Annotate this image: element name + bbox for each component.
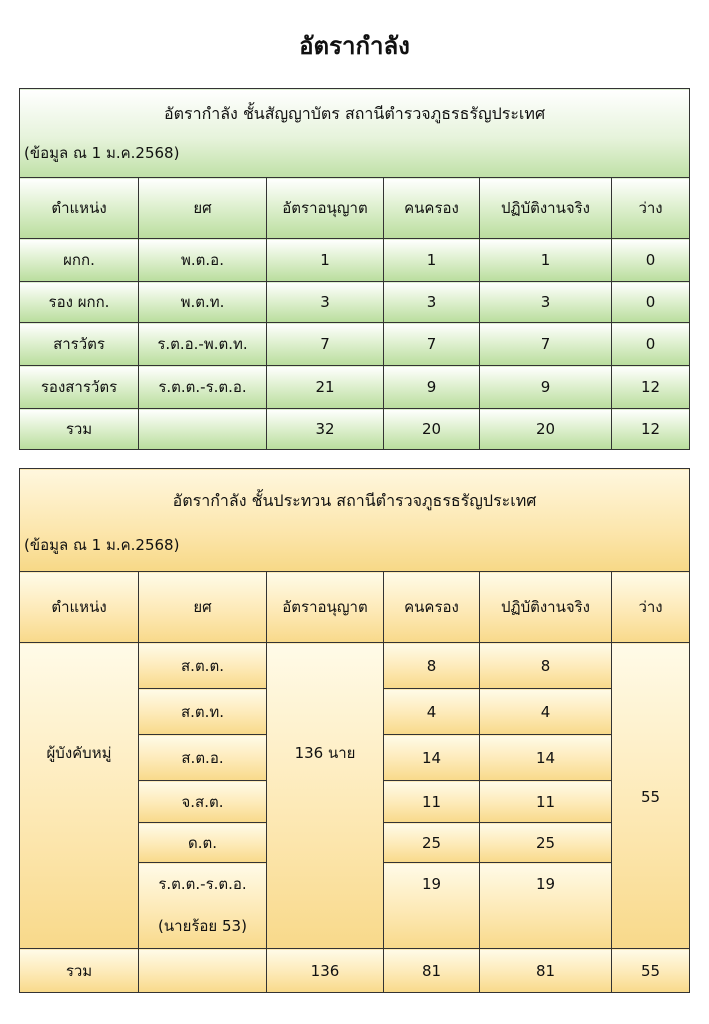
table1-cell: สารวัตร	[20, 323, 139, 366]
table2-held-cell: 14	[384, 735, 480, 781]
table1-cell: 3	[267, 282, 384, 323]
table2-header-rank: ยศ	[139, 572, 267, 643]
table1-title-cell	[20, 89, 690, 178]
table1-cell: 7	[384, 323, 480, 366]
table1-header-held: คนครอง	[384, 178, 480, 239]
table2-rank-cell: ส.ต.ต.	[139, 643, 267, 689]
table1-cell: 0	[612, 239, 690, 282]
page-title: อัตรากำลัง	[299, 32, 410, 60]
table2-actual-cell: 11	[480, 781, 612, 823]
table2-position-cell: ผู้บังคับหมู่	[20, 643, 139, 949]
table-row	[20, 239, 690, 282]
table1-cell: 0	[612, 282, 690, 323]
table2-rank-cell: ส.ต.อ.	[139, 735, 267, 781]
table1-total-label: รวม	[20, 409, 139, 450]
table1-cell: รองสารวัตร	[20, 366, 139, 409]
table1-cell: พ.ต.ท.	[139, 282, 267, 323]
table2-total-cell: 55	[612, 949, 690, 993]
table1-cell: 1	[384, 239, 480, 282]
table1-cell: 1	[267, 239, 384, 282]
table2-caption: อัตรากำลัง ชั้นประทวน สถานีตำรวจภูธรธรัญประเทศ	[172, 491, 537, 510]
table2-total-cell	[139, 949, 267, 993]
table1-total-cell: 20	[480, 409, 612, 450]
table2-actual-cell: 19	[480, 863, 612, 949]
table1-cell: 1	[480, 239, 612, 282]
table1-cell: ร.ต.อ.-พ.ต.ท.	[139, 323, 267, 366]
table2-header-position: ตำแหน่ง	[20, 572, 139, 643]
table1-cell: 7	[480, 323, 612, 366]
table1-cell: 3	[384, 282, 480, 323]
table1-total-cell	[139, 409, 267, 450]
table2-rank-cell: ส.ต.ท.	[139, 689, 267, 735]
non-commissioned-officers-table	[19, 468, 690, 993]
table2-held-cell: 19	[384, 863, 480, 949]
table2-rank-cell: ด.ต.	[139, 823, 267, 863]
table1-caption: อัตรากำลัง ชั้นสัญญาบัตร สถานีตำรวจภูธรธรัญประเทศ	[163, 104, 546, 123]
table1-header-rank: ยศ	[139, 178, 267, 239]
table2-header-actual: ปฏิบัติงานจริง	[480, 572, 612, 643]
table-row	[20, 643, 690, 689]
table1-header-position: ตำแหน่ง	[20, 178, 139, 239]
table1-cell: 12	[612, 366, 690, 409]
table1-cell: 9	[480, 366, 612, 409]
commissioned-officers-table	[19, 88, 690, 450]
table1-cell: 0	[612, 323, 690, 366]
table-row	[20, 282, 690, 323]
table2-title-cell	[20, 469, 690, 572]
table1-total-cell: 12	[612, 409, 690, 450]
table2-actual-cell: 14	[480, 735, 612, 781]
table1-cell: 21	[267, 366, 384, 409]
table1-header-actual: ปฏิบัติงานจริง	[480, 178, 612, 239]
table1-cell: พ.ต.อ.	[139, 239, 267, 282]
table2-held-cell: 4	[384, 689, 480, 735]
table2-total-row	[20, 949, 690, 993]
table1-cell: 3	[480, 282, 612, 323]
table2-header-vacant: ว่าง	[612, 572, 690, 643]
table1-date-note: (ข้อมูล ณ 1 ม.ค.2568)	[24, 144, 180, 162]
table2-actual-cell: 4	[480, 689, 612, 735]
table2-total-cell: 136	[267, 949, 384, 993]
table1-cell: รอง ผกก.	[20, 282, 139, 323]
table2-date-note: (ข้อมูล ณ 1 ม.ค.2568)	[24, 536, 180, 554]
table-row	[20, 366, 690, 409]
table1-cell: 9	[384, 366, 480, 409]
table1-cell: ผกก.	[20, 239, 139, 282]
table1-total-cell: 32	[267, 409, 384, 450]
table1-header-allowed: อัตราอนุญาต	[267, 178, 384, 239]
table1-cell: ร.ต.ต.-ร.ต.อ.	[139, 366, 267, 409]
table2-actual-cell: 8	[480, 643, 612, 689]
table2-vacant-cell: 55	[612, 643, 690, 949]
table2-total-cell: 81	[480, 949, 612, 993]
table1-header-vacant: ว่าง	[612, 178, 690, 239]
table-row	[20, 323, 690, 366]
table2-held-cell: 8	[384, 643, 480, 689]
table2-rank-cell: จ.ส.ต.	[139, 781, 267, 823]
table2-rank-note: (นายร้อย 53)	[158, 917, 247, 935]
table2-total-label: รวม	[20, 949, 139, 993]
table2-held-cell: 25	[384, 823, 480, 863]
table2-header-allowed: อัตราอนุญาต	[267, 572, 384, 643]
table1-total-row	[20, 409, 690, 450]
table2-rank-cell	[139, 863, 267, 949]
table2-rank-text: ร.ต.ต.-ร.ต.อ.	[158, 875, 247, 893]
table1-cell: 7	[267, 323, 384, 366]
table2-header-held: คนครอง	[384, 572, 480, 643]
table2-allowed-cell: 136 นาย	[267, 643, 384, 949]
table2-actual-cell: 25	[480, 823, 612, 863]
table2-total-cell: 81	[384, 949, 480, 993]
table1-total-cell: 20	[384, 409, 480, 450]
table2-held-cell: 11	[384, 781, 480, 823]
